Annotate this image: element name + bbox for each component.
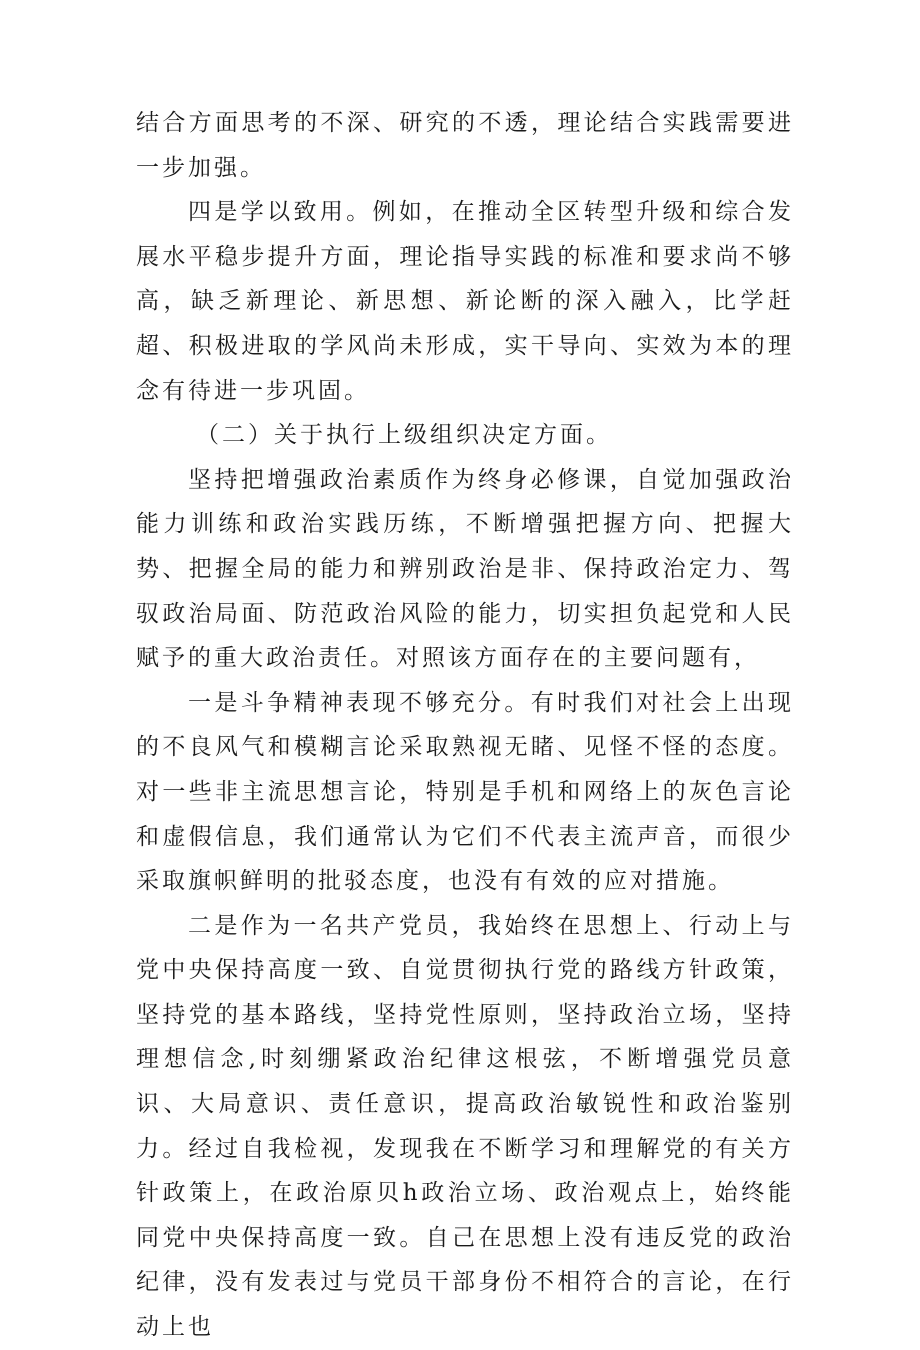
paragraph-point-one: 一是斗争精神表现不够充分。有时我们对社会上出现的不良风气和模糊言论采取熟视无睹、见怪不怪的态度。对一些非主流思想言论，特别是手机和网络上的灰色言论和虚假信息，我们通常认为它们不代表主流声音，而很少采取旗帜鲜明的批驳态度，也没有有效的应对措施。 (136, 689, 794, 895)
section-heading-two: （二）关于执行上级组织决定方面。 (196, 422, 612, 449)
paragraph-point-two: 二是作为一名共产党员，我始终在思想上、行动上与党中央保持高度一致、自觉贯彻执行党的路线方针政策，坚持党的基本路线，坚持党性原则，坚持政治立场，坚持理想信念,时刻绷紧政治纪律这根弦，不断增强党员意识、大局意识、责任意识，提高政治敏锐性和政治鉴别力。经过自我检视，发现我在不断学习和理解党的有关方针政策上，在政治原贝h政治立场、政治观点上，始终能同党中央保持高度一致。自己在思想上没有违反党的政治纪律，没有发表过与党员干部身份不相符合的言论，在行动上也 (136, 912, 794, 1341)
paragraph-political-quality: 坚持把增强政治素质作为终身必修课，自觉加强政治能力训练和政治实践历练，不断增强把握方向、把握大势、把握全局的能力和辨别政治是非、保持政治定力、驾驭政治局面、防范政治风险的能力，切实担负起党和人民赋予的重大政治责任。对照该方面存在的主要问题有， (136, 466, 794, 672)
document-body (136, 101, 794, 1350)
paragraph-point-four: 四是学以致用。例如，在推动全区转型升级和综合发展水平稳步提升方面，理论指导实践的标准和要求尚不够高，缺乏新理论、新思想、新论断的深入融入，比学赶超、积极进取的学风尚未形成，实干导向、实效为本的理念有待进一步巩固。 (136, 199, 794, 404)
paragraph-continuation: 结合方面思考的不深、研究的不透，理论结合实践需要进一步加强。 (136, 110, 794, 181)
